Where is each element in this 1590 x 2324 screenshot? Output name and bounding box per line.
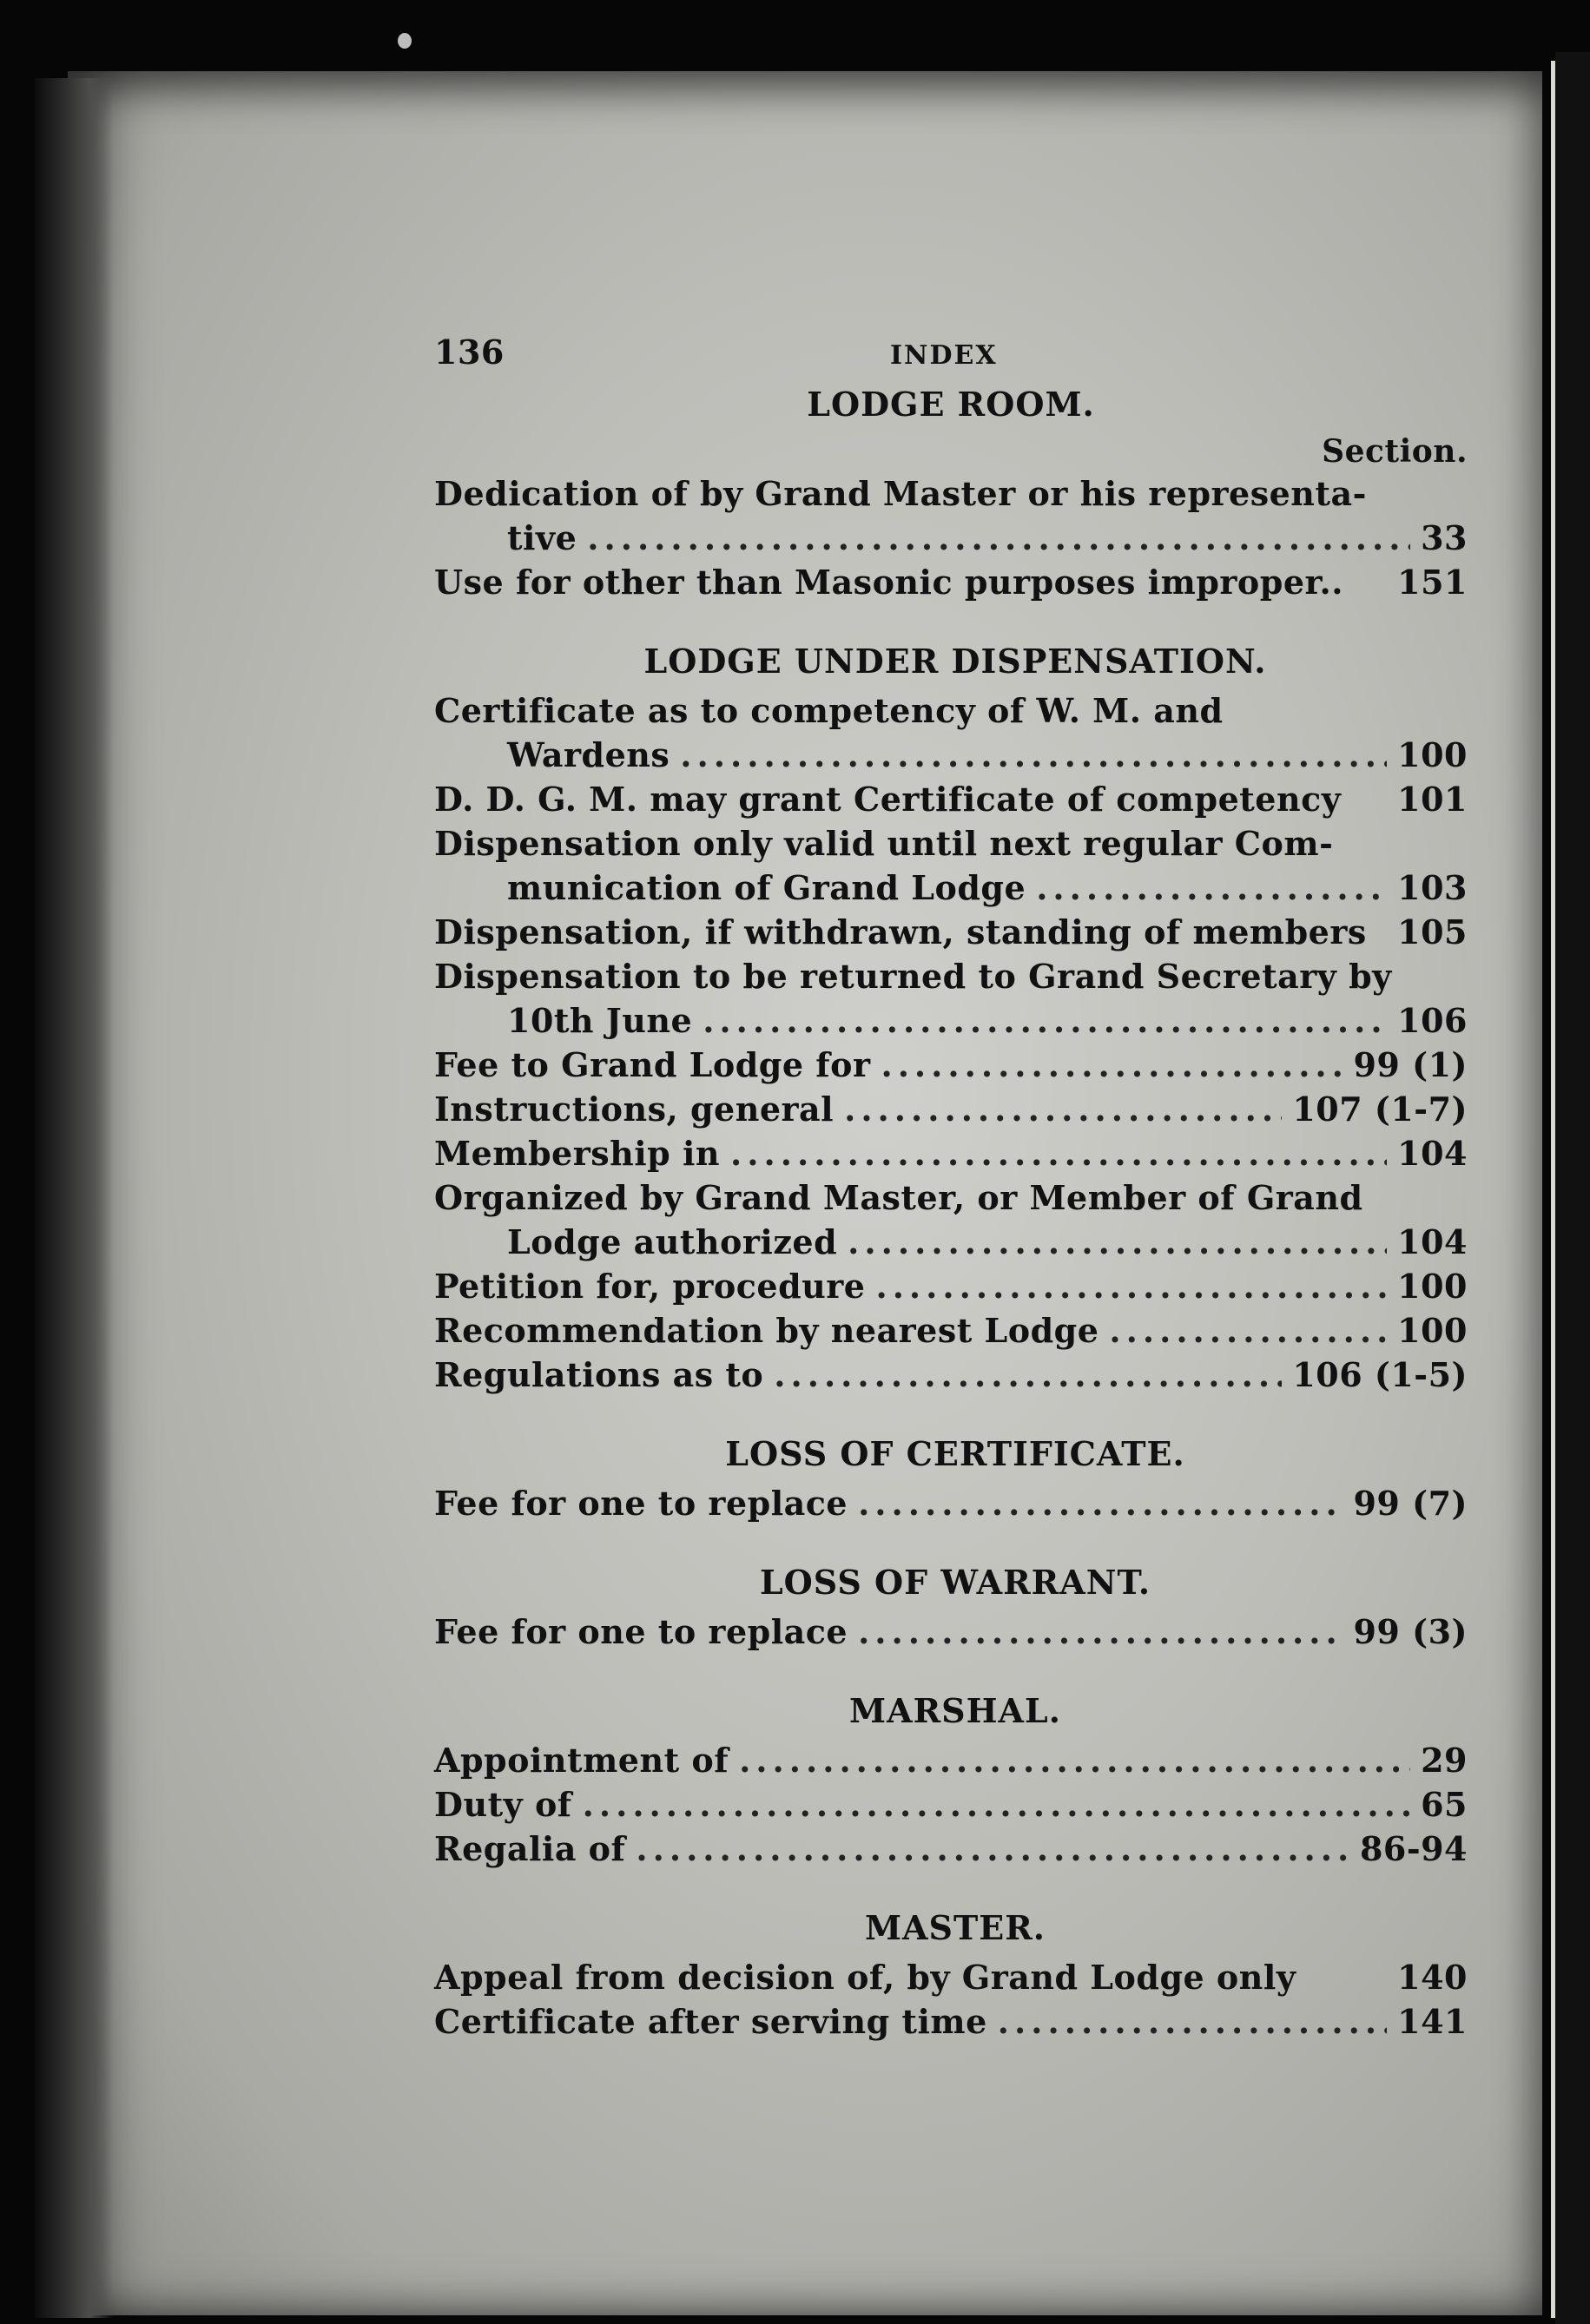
- section-reference: 100: [1397, 1267, 1468, 1306]
- index-section: [434, 1432, 1468, 1525]
- section-reference: 65: [1421, 1785, 1468, 1824]
- dot-leader: [703, 998, 1387, 1043]
- entry-line: [434, 1175, 1468, 1220]
- index-entry: [434, 1043, 1468, 1087]
- index-entry: [434, 1738, 1468, 1782]
- entry-text: Dispensation, if withdrawn, standing of members: [434, 912, 1367, 951]
- section-reference: 140: [1397, 1958, 1468, 1997]
- index-entry: [434, 1131, 1468, 1175]
- section-column-label: Section.: [1322, 433, 1468, 470]
- dot-leader: [774, 1353, 1282, 1397]
- entry-text: Certificate after serving time: [434, 2002, 987, 2041]
- section-reference: 33: [1421, 518, 1468, 557]
- dot-leader: [844, 1087, 1282, 1131]
- entry-text: Petition for, procedure: [434, 1267, 866, 1306]
- entry-line: [434, 1955, 1468, 1999]
- index-entry: [434, 688, 1468, 777]
- dust-speck: [398, 33, 412, 49]
- dot-leader: [881, 1043, 1343, 1087]
- section-reference: 107 (1-7): [1292, 1090, 1468, 1129]
- dot-leader: [730, 1131, 1387, 1175]
- page-header: [434, 330, 1468, 382]
- index-entry: [434, 821, 1468, 910]
- index-entry: [434, 1955, 1468, 1999]
- entry-text: Instructions, general: [434, 1090, 835, 1129]
- entry-text: Duty of: [434, 1785, 572, 1824]
- dot-leader: [858, 1610, 1343, 1654]
- section-reference: 105: [1397, 912, 1468, 951]
- section-reference: 151: [1397, 563, 1468, 602]
- index-entry: [434, 910, 1468, 954]
- entry-line: [434, 471, 1468, 516]
- section-reference: 106: [1397, 1001, 1468, 1040]
- index-entry: [434, 1481, 1468, 1525]
- dot-leader: [739, 1738, 1410, 1782]
- index-section: [434, 1906, 1468, 2044]
- entry-line: [434, 777, 1468, 821]
- index-entry: [434, 1353, 1468, 1397]
- dot-leader: [858, 1481, 1343, 1525]
- section-heading: LODGE UNDER DISPENSATION.: [643, 642, 1267, 681]
- running-head: INDEX: [890, 340, 998, 371]
- section-reference: 141: [1397, 2002, 1468, 2041]
- index-entry: [434, 1175, 1468, 1264]
- entry-line: [434, 1043, 1468, 1087]
- section-reference: 29: [1421, 1741, 1468, 1780]
- dot-leader: [680, 733, 1387, 777]
- section-reference: 100: [1397, 735, 1468, 774]
- entry-text: Regulations as to: [434, 1355, 764, 1394]
- entry-text: 10th June: [507, 1001, 693, 1040]
- index-entry: [434, 1999, 1468, 2044]
- section-reference: 99 (3): [1353, 1612, 1468, 1651]
- section-reference: 99 (7): [1353, 1484, 1468, 1523]
- dot-leader: [998, 1999, 1387, 2044]
- dot-leader: [848, 1220, 1387, 1264]
- entry-line: [434, 998, 1468, 1043]
- entry-text: Dispensation only valid until next regular Com-: [434, 824, 1334, 863]
- dot-leader: [636, 1827, 1349, 1871]
- scan-right-border: [1555, 52, 1590, 2324]
- section-reference: 106 (1-5): [1292, 1355, 1468, 1394]
- index-entry: [434, 1782, 1468, 1827]
- index-section: [434, 382, 1468, 604]
- entry-text: Use for other than Masonic purposes improper..: [434, 563, 1343, 602]
- index-entry: [434, 1087, 1468, 1131]
- index-entry: [434, 777, 1468, 821]
- index-entry: [434, 954, 1468, 1043]
- entry-text: tive: [507, 518, 577, 557]
- entry-text: Recommendation by nearest Lodge: [434, 1311, 1099, 1350]
- section-reference: 101: [1397, 780, 1468, 819]
- entry-line: [434, 688, 1468, 733]
- index-entry: [434, 1610, 1468, 1654]
- section-heading: MARSHAL.: [849, 1691, 1061, 1730]
- section-reference: 100: [1397, 1311, 1468, 1350]
- page-number: 136: [434, 332, 505, 372]
- entry-line: [434, 733, 1468, 777]
- entry-text: Dispensation to be returned to Grand Secretary by: [434, 957, 1392, 996]
- dot-leader: [587, 516, 1410, 560]
- index-entry: [434, 560, 1468, 604]
- index-sections: [434, 382, 1468, 2044]
- entry-line: [434, 1087, 1468, 1131]
- entry-text: Appeal from decision of, by Grand Lodge only: [434, 1958, 1296, 1997]
- index-entry: [434, 1308, 1468, 1353]
- entry-line: [434, 1610, 1468, 1654]
- entry-line: [434, 1220, 1468, 1264]
- entry-line: [434, 866, 1468, 910]
- entry-line: [434, 1738, 1468, 1782]
- entry-text: Organized by Grand Master, or Member of Grand: [434, 1178, 1363, 1217]
- entry-text: Appointment of: [434, 1741, 729, 1780]
- entry-text: Fee to Grand Lodge for: [434, 1045, 871, 1084]
- entry-text: munication of Grand Lodge: [507, 868, 1026, 907]
- entry-text: Lodge authorized: [507, 1222, 838, 1261]
- index-entry: [434, 471, 1468, 560]
- index-section: [434, 1560, 1468, 1654]
- entry-line: [434, 954, 1468, 998]
- section-heading: LODGE ROOM.: [807, 385, 1095, 424]
- entry-text: Fee for one to replace: [434, 1612, 848, 1651]
- dot-leader: [875, 1264, 1387, 1308]
- entry-line: [434, 910, 1468, 954]
- entry-line: [434, 821, 1468, 866]
- entry-text: Certificate as to competency of W. M. and: [434, 691, 1224, 730]
- section-reference: 99 (1): [1353, 1045, 1468, 1084]
- entry-text: Regalia of: [434, 1829, 626, 1868]
- section-heading: MASTER.: [864, 1908, 1046, 1947]
- section-heading: LOSS OF CERTIFICATE.: [725, 1434, 1185, 1473]
- section-reference: 103: [1397, 868, 1468, 907]
- section-reference: 104: [1397, 1222, 1468, 1261]
- index-section: [434, 1689, 1468, 1871]
- dot-leader: [583, 1782, 1410, 1827]
- entry-text: D. D. G. M. may grant Certificate of competency: [434, 780, 1342, 819]
- dot-leader: [1109, 1308, 1387, 1353]
- entry-text: Fee for one to replace: [434, 1484, 848, 1523]
- entry-line: [434, 1131, 1468, 1175]
- entry-text: Membership in: [434, 1134, 721, 1173]
- entry-line: [434, 1827, 1468, 1871]
- entry-line: [434, 1308, 1468, 1353]
- entry-text: Dedication of by Grand Master or his representa-: [434, 474, 1367, 513]
- entry-text: Wardens: [507, 735, 670, 774]
- entry-line: [434, 1782, 1468, 1827]
- dot-leader: [1036, 866, 1387, 910]
- entry-line: [434, 1353, 1468, 1397]
- entry-line: [434, 1481, 1468, 1525]
- entry-line: [434, 1264, 1468, 1308]
- section-reference: 104: [1397, 1134, 1468, 1173]
- index-entry: [434, 1264, 1468, 1308]
- book-binding-shadow: [35, 78, 113, 2318]
- entry-line: [434, 560, 1468, 604]
- index-entry: [434, 1827, 1468, 1871]
- entry-line: [434, 1999, 1468, 2044]
- section-heading: LOSS OF WARRANT.: [759, 1563, 1151, 1602]
- section-reference: 86-94: [1359, 1829, 1468, 1868]
- entry-line: [434, 516, 1468, 560]
- index-section: [434, 639, 1468, 1397]
- index-page-content: [434, 330, 1468, 2044]
